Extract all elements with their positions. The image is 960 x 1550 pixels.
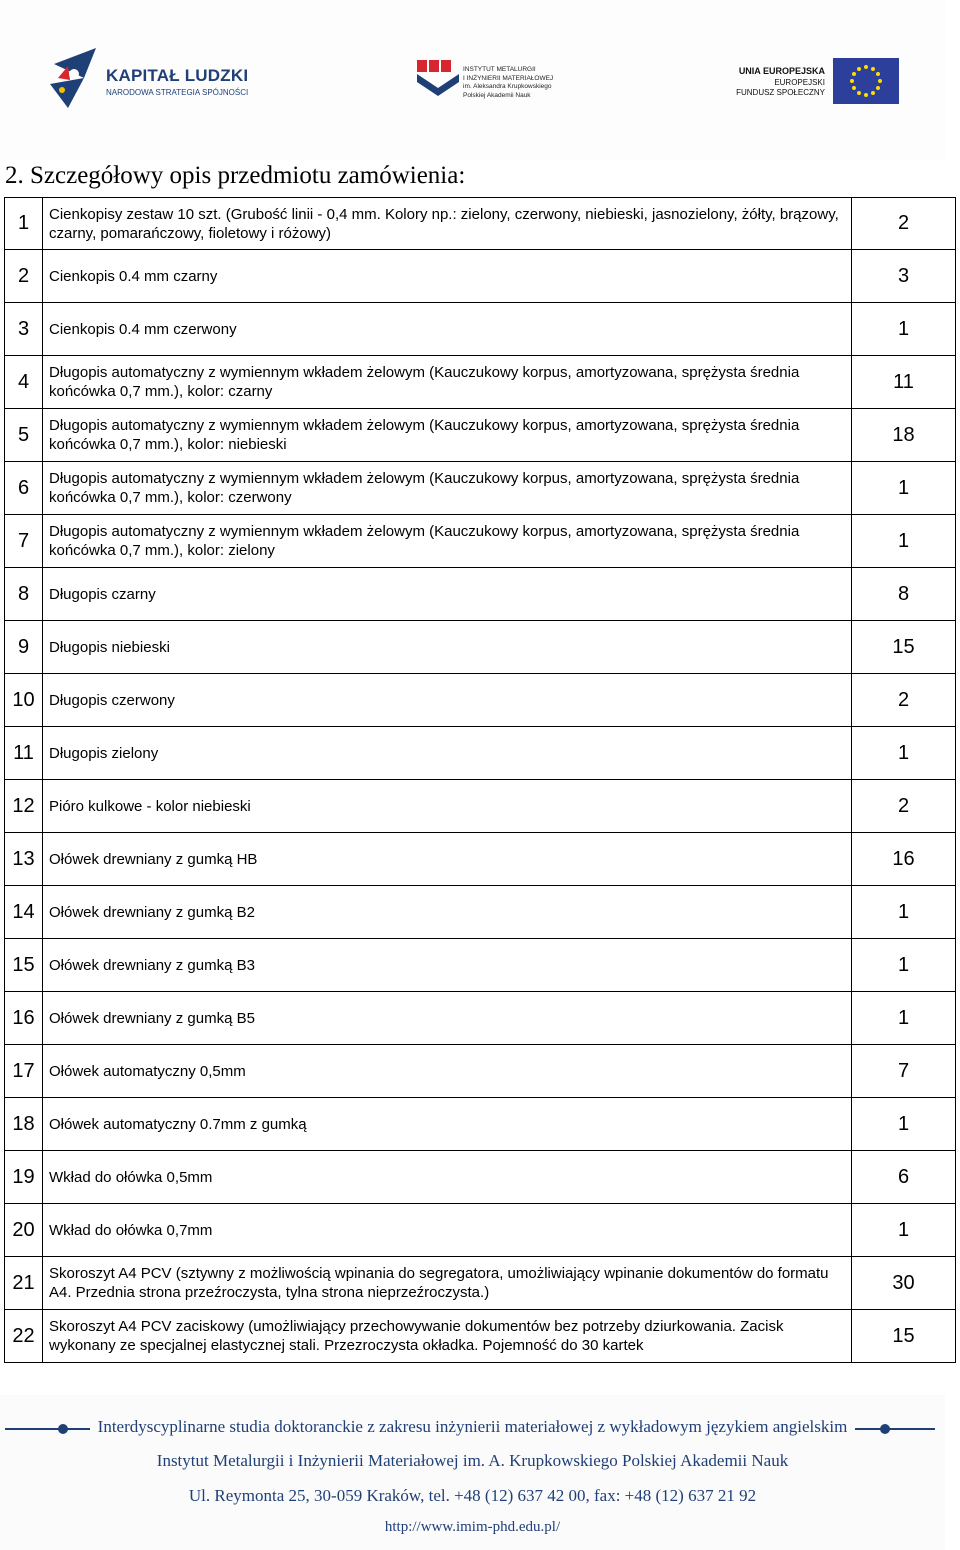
imim-emblem-icon [415,58,461,100]
kapital-ludzki-title: KAPITAŁ LUDZKI [106,66,249,85]
item-quantity: 1 [852,515,956,568]
table-row [5,515,956,568]
item-quantity: 6 [852,1151,956,1204]
eu-fund-line2: FUNDUSZ SPOŁECZNY [736,88,825,97]
table-row [5,1098,956,1151]
item-quantity: 1 [852,303,956,356]
item-description: Długopis automatyczny z wymiennym wkładem żelowym (Kauczukowy korpus, amortyzowana, sprężysta średnia końcówka 0,7 mm.), kolor: czerwony [43,462,852,515]
table-row [5,780,956,833]
item-quantity: 16 [852,833,956,886]
item-description: Długopis niebieski [43,621,852,674]
items-table [4,197,956,1363]
item-number: 9 [5,621,43,674]
item-quantity: 8 [852,568,956,621]
footer-program [0,1417,945,1437]
item-description: Ołówek automatyczny 0.7mm z gumką [43,1098,852,1151]
item-number: 15 [5,939,43,992]
table-row [5,886,956,939]
item-description: Ołówek drewniany z gumką B2 [43,886,852,939]
item-quantity: 1 [852,939,956,992]
item-quantity: 7 [852,1045,956,1098]
table-row [5,992,956,1045]
footer-address: Ul. Reymonta 25, 30-059 Kraków, tel. +48 (12) 637 42 00, fax: +48 (12) 637 21 92 [188,1486,757,1505]
item-description: Długopis czerwony [43,674,852,727]
item-number: 4 [5,356,43,409]
item-description: Pióro kulkowe - kolor niebieski [43,780,852,833]
item-number: 10 [5,674,43,727]
item-number: 14 [5,886,43,939]
item-quantity: 2 [852,198,956,250]
item-quantity: 3 [852,250,956,303]
item-number: 7 [5,515,43,568]
item-description: Skoroszyt A4 PCV zaciskowy (umożliwiający przechowywanie dokumentów bez potrzeby dziurkowania. Zacisk wykonany ze specjalnej elastycznej stali. Przezroczysta okładka. Pojemność do 30 kartek [43,1310,852,1363]
table-row [5,462,956,515]
item-quantity: 15 [852,621,956,674]
item-number: 19 [5,1151,43,1204]
footer-url-link[interactable]: http://www.imim-phd.edu.pl/ [384,1519,561,1535]
imim-logo [415,58,575,108]
item-quantity: 2 [852,780,956,833]
item-number: 5 [5,409,43,462]
kapital-ludzki-subtitle: NARODOWA STRATEGIA SPÓJNOŚCI [106,88,249,97]
eu-fund-line1: EUROPEJSKI [774,78,825,87]
imim-name [463,66,553,100]
item-description: Ołówek automatyczny 0,5mm [43,1045,852,1098]
item-number: 21 [5,1257,43,1310]
item-number: 16 [5,992,43,1045]
table-row [5,1257,956,1310]
imim-line: im. Aleksandra Krupkowskiego [463,83,552,90]
item-number: 8 [5,568,43,621]
table-row [5,1204,956,1257]
table-row [5,356,956,409]
table-row [5,303,956,356]
table-row [5,1151,956,1204]
footer-program-text: Interdyscyplinarne studia doktoranckie z zakresu inżynierii materiałowej z wykładowym językiem angielskim [90,1417,856,1436]
table-row [5,939,956,992]
table-row [5,568,956,621]
table-row [5,1310,956,1363]
table-row [5,674,956,727]
item-number: 11 [5,727,43,780]
item-number: 1 [5,198,43,250]
item-description: Cienkopisy zestaw 10 szt. (Grubość linii - 0,4 mm. Kolory np.: zielony, czerwony, niebieski, jasnozielony, żółty, brązowy, czarny, pomarańczowy, fioletowy i różowy) [43,198,852,250]
imim-line: Polskiej Akademii Nauk [463,91,531,99]
imim-line: I INŻYNIERII MATERIAŁOWEJ [463,74,554,82]
item-description: Wkład do ołówka 0,5mm [43,1151,852,1204]
item-number: 18 [5,1098,43,1151]
item-quantity: 1 [852,1204,956,1257]
item-quantity: 18 [852,409,956,462]
section-heading: 2. Szczegółowy opis przedmiotu zamówienia: [5,162,466,189]
item-description: Ołówek drewniany z gumką B3 [43,939,852,992]
table-row [5,409,956,462]
item-description: Długopis automatyczny z wymiennym wkładem żelowym (Kauczukowy korpus, amortyzowana, sprężysta średnia końcówka 0,7 mm.), kolor: niebieski [43,409,852,462]
eu-title: UNIA EUROPEJSKA [738,66,825,76]
item-number: 17 [5,1045,43,1098]
item-quantity: 1 [852,886,956,939]
table-row [5,198,956,250]
table-row [5,833,956,886]
item-description: Ołówek drewniany z gumką HB [43,833,852,886]
kapital-ludzki-logo [44,44,254,114]
item-number: 22 [5,1310,43,1363]
item-quantity: 15 [852,1310,956,1363]
item-description: Wkład do ołówka 0,7mm [43,1204,852,1257]
kapital-ludzki-emblem-icon [44,44,104,114]
item-description: Ołówek drewniany z gumką B5 [43,992,852,1045]
item-number: 2 [5,250,43,303]
item-quantity: 2 [852,674,956,727]
table-row [5,1045,956,1098]
item-number: 3 [5,303,43,356]
item-quantity: 1 [852,1098,956,1151]
item-number: 6 [5,462,43,515]
item-number: 20 [5,1204,43,1257]
item-description: Cienkopis 0.4 mm czerwony [43,303,852,356]
item-quantity: 11 [852,356,956,409]
footer [0,1395,945,1550]
header-logo-bar [0,0,945,160]
item-number: 13 [5,833,43,886]
item-quantity: 30 [852,1257,956,1310]
item-quantity: 1 [852,727,956,780]
item-description: Długopis automatyczny z wymiennym wkładem żelowym (Kauczukowy korpus, amortyzowana, sprężysta średnia końcówka 0,7 mm.), kolor: zielony [43,515,852,568]
item-quantity: 1 [852,992,956,1045]
imim-line: INSTYTUT METALURGII [463,66,536,73]
table-row [5,727,956,780]
footer-institute: Instytut Metalurgii i Inżynierii Materiałowej im. A. Krupkowskiego Polskiej Akademii Nauk [156,1451,789,1470]
item-number: 12 [5,780,43,833]
item-quantity: 1 [852,462,956,515]
item-description: Długopis czarny [43,568,852,621]
item-description: Skoroszyt A4 PCV (sztywny z możliwością wpinania do segregatora, umożliwiający wpinanie dokumentów do formatu A4. Przednia strona przeźroczysta, tylna strona nieprzeźroczysta.) [43,1257,852,1310]
item-description: Cienkopis 0.4 mm czarny [43,250,852,303]
item-description: Długopis automatyczny z wymiennym wkładem żelowym (Kauczukowy korpus, amortyzowana, sprężysta średnia końcówka 0,7 mm.), kolor: czarny [43,356,852,409]
item-description: Długopis zielony [43,727,852,780]
table-row [5,621,956,674]
eu-logo [725,56,905,106]
eu-flag-icon [833,58,899,104]
table-row [5,250,956,303]
